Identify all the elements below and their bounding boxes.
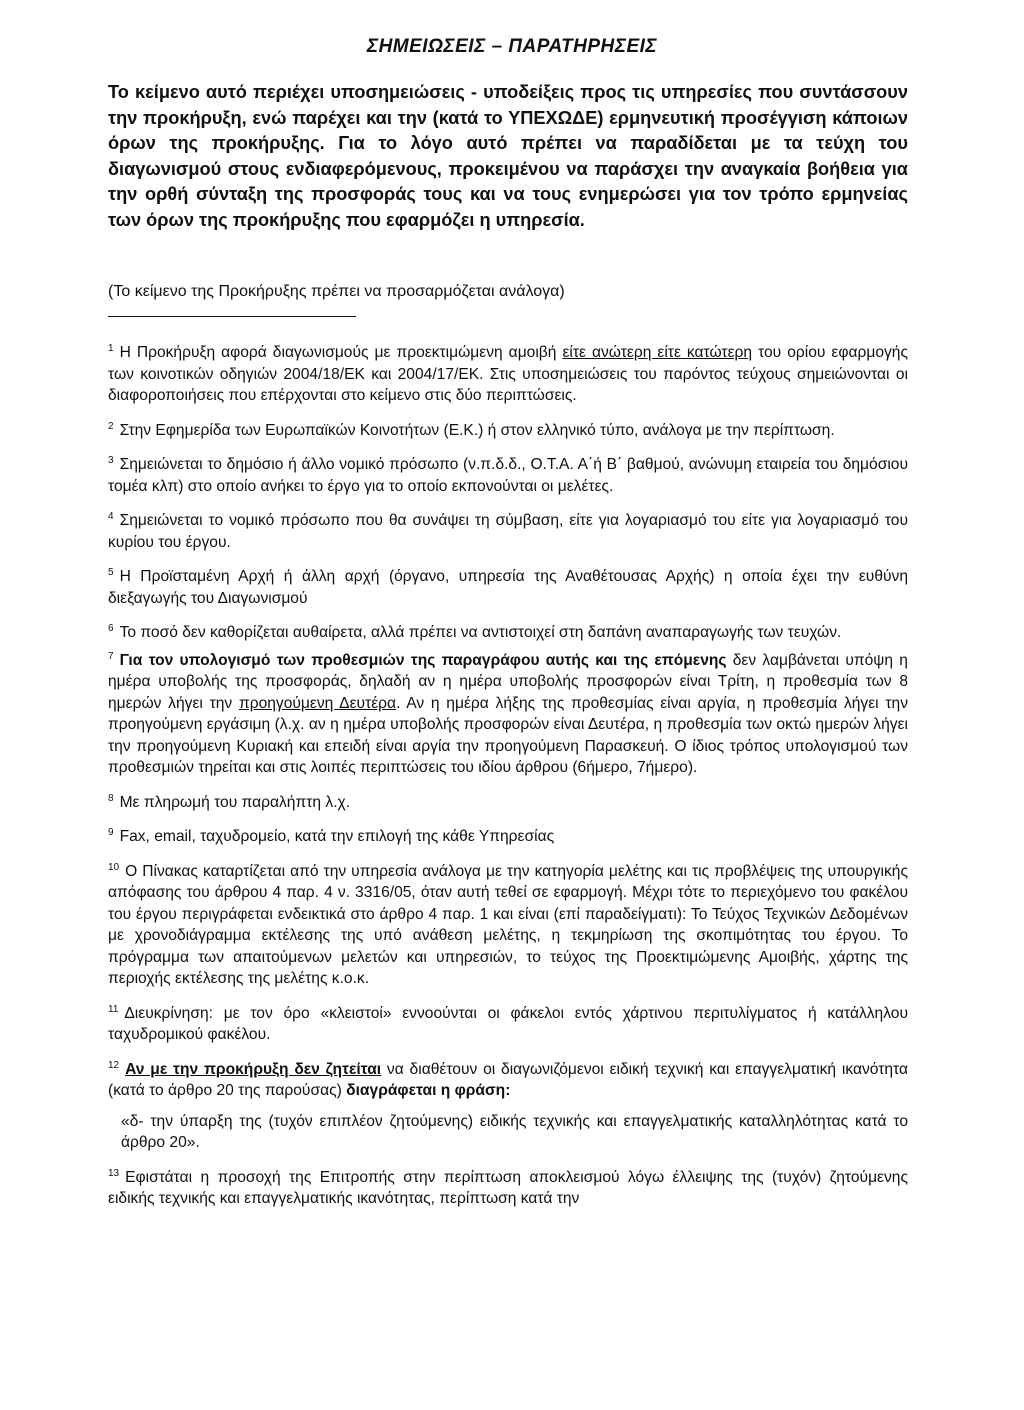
- footnote-number: 7: [108, 650, 114, 662]
- footnote-11: $^{11}$ Διευκρίνηση: με τον όρο «κλειστοί» εννοούνται οι φάκελοι εντός χάρτινου περιτυλίγματος ή κατάλληλου ταχυδρομικού φακέλου.: [108, 1003, 908, 1043]
- footnote-1: $^1$ Η Προκήρυξη αφορά διαγωνισμούς με προεκτιμώμενη αμοιβή είτε ανώτερη είτε κατώτερη του ορίου εφαρμογής των κοινοτικών οδηγιών 2004/18/ΕΚ και 2004/17/ΕΚ. Στις υποσημειώσεις του παρόντος τεύχους σημειώνονται οι διαφοροποιήσεις που επέρχονται στο κείμενο στις δύο περιπτώσεις.: [108, 343, 908, 404]
- page-title: ΣΗΜΕΙΩΣΕΙΣ – ΠΑΡΑΤΗΡΗΣΕΙΣ: [366, 36, 658, 57]
- underlined-phrase: προηγούμενη Δευτέρα: [238, 694, 397, 712]
- footnote-2: $^2$ Στην Εφημερίδα των Ευρωπαϊκών Κοινοτήτων (Ε.Κ.) ή στον ελληνικό τύπο, ανάλογα με την περίπτωση.: [108, 420, 835, 439]
- footnote-9: $^9$ Fax, email, ταχυδρομείο, κατά την επιλογή της κάθε Υπηρεσίας: [108, 827, 555, 845]
- bold-phrase: διαγράφεται η φράση:: [346, 1082, 511, 1099]
- footnote-separator: [108, 316, 356, 317]
- footnote-6: $^6$ Το ποσό δεν καθορίζεται αυθαίρετα, αλλά πρέπει να αντιστοιχεί στη δαπάνη αναπαραγωγής των τευχών.: [108, 623, 842, 641]
- footnote-number: 8: [108, 792, 114, 804]
- footnote-10: $^{10}$ Ο Πίνακας καταρτίζεται από την υπηρεσία ανάλογα με την κατηγορία μελέτης και τις προβλέψεις της υπουργικής απόφασης του άρθρου 4 παρ. 4 ν. 3316/05, όταν αυτή τεθεί σε εφαρμογή. Μέχρι τότε το περιεχόμενο του φακέλου του έργου περιγράφεται ενδεικτικά στο άρθρο 4 παρ. 1 και είναι (επί παραδείγματι): Το Τεύχος Τεχνικών Δεδομένων με χρονοδιάγραμμα εκτέλεσης της υπό ανάθεση μελέτης, η τεκμηρίωση της σκοπιμότητας του έργου. Το πρόγραμμα των απαιτούμενων μελετών και υπηρεσιών, το τεύχος της Προεκτιμώμενης Αμοιβής, χάρτης της περιοχής εκτέλεσης της μελέτης κ.ο.κ.: [108, 861, 908, 987]
- footnote-7: $^7$ Για τον υπολογισμό των προθεσμιών της παραγράφου αυτής και της επόμενης δεν λαμβάνεται υπόψη η ημέρα υποβολής της προσφοράς, δηλαδή αν η ημέρα υποβολής προσφορών είναι Τρίτη, η προθεσμία των 8 ημερών λήγει την προηγούμενη Δευτέρα. Αν η ημέρα λήξης της προθεσμίας είναι αργία, η προθεσμία λήγει την προηγούμενη εργάσιμη (λ.χ. αν η ημέρα υποβολής προσφορών είναι Δευτέρα, η προθεσμία των οκτώ ημερών λήγει την προηγούμενη Κυριακή και επειδή είναι αργία την προηγούμενη Παρασκευή. Ο ίδιος τρόπος υπολογισμού των προθεσμιών τηρείται και στις λοιπές περιπτώσεις του ιδίου άρθρου (6ήμερο, 7ήμερο).: [108, 650, 908, 776]
- intro-paragraph: Το κείμενο αυτό περιέχει υποσημειώσεις - υποδείξεις προς τις υπηρεσίες που συντάσσουν την προκήρυξη, ενώ παρέχει και την (κατά το ΥΠΕΧΩΔΕ) ερμηνευτική προσέγγιση κάποιων όρων της προκήρυξης. Για το λόγο αυτό πρέπει να παραδίδεται με τα τεύχη του διαγωνισμού στους ενδιαφερόμενους, προκειμένου να παράσχει την αναγκαία βοήθεια για την ορθή σύνταξη της προσφοράς τους και να τους ενημερώσει για τον τρόπο ερμηνείας των όρων της προκήρυξης που εφαρμόζει η υπηρεσία.: [108, 82, 908, 230]
- underlined-phrase: είτε ανώτερη είτε κατώτερη: [562, 344, 753, 361]
- footnote-number: 10: [108, 861, 120, 873]
- footnote-number: 11: [108, 1003, 119, 1015]
- bold-phrase: Για τον υπολογισμό των προθεσμιών της παραγράφου αυτής και της επόμενης: [119, 651, 727, 669]
- bold-underlined-phrase: Αν με την προκήρυξη δεν ζητείται: [125, 1060, 382, 1078]
- footnote-8: $^8$ Με πληρωμή του παραλήπτη λ.χ.: [108, 792, 351, 811]
- footnote-number: 1: [108, 343, 114, 354]
- footnote-number: 2: [108, 420, 114, 432]
- footnote-13: $^{13}$ Εφιστάται η προσοχή της Επιτροπής στην περίπτωση αποκλεισμού λόγω έλλειψης της (τυχόν) ζητούμενης ειδικής τεχνικής και επαγγελματικής ικανότητας, περίπτωση κατά την: [108, 1167, 908, 1207]
- footnote-4: $^4$ Σημειώνεται το νομικό πρόσωπο που θα συνάψει τη σύμβαση, είτε για λογαριασμό του είτε για λογαριασμό του κυρίου του έργου.: [108, 511, 908, 551]
- footnote-number: 12: [108, 1059, 120, 1071]
- footnote-number: 13: [108, 1167, 120, 1179]
- footnote-number: 6: [108, 623, 114, 634]
- footnote-5: $^5$ Η Προϊσταμένη Αρχή ή άλλη αρχή (όργανο, υπηρεσία της Αναθέτουσας Αρχής) η οποία έχει την ευθύνη διεξαγωγής του Διαγωνισμού: [108, 567, 908, 607]
- footnote-number: 5: [108, 567, 114, 578]
- footnote-3: $^3$ Σημειώνεται το δημόσιο ή άλλο νομικό πρόσωπο (ν.π.δ.δ., Ο.Τ.Α. Α΄ή Β΄ βαθμού, ανώνυμη εταιρεία του δημόσιου τομέα κλπ) στο οποίο ανήκει το έργο για το οποίο εκπονούνται οι μελέτες.: [108, 455, 908, 495]
- footnote-number: 3: [108, 455, 114, 466]
- adaptation-note: (Το κείμενο της Προκήρυξης πρέπει να προσαρμόζεται ανάλογα): [108, 283, 565, 300]
- footnotes-section: [108, 338, 908, 1219]
- footnote-number: 9: [108, 827, 114, 838]
- footnote-12: $^{12}$ Αν με την προκήρυξη δεν ζητείται να διαθέτουν οι διαγωνιζόμενοι ειδική τεχνική και επαγγελματική ικανότητα (κατά το άρθρο 20 της παρούσας) διαγράφεται η φράση:: [108, 1059, 908, 1099]
- footnote-number: 4: [108, 511, 114, 522]
- quoted-clause: «δ- την ύπαρξη της (τυχόν επιπλέον ζητούμενης) ειδικής τεχνικής και επαγγελματικής καταλληλότητας κατά το άρθρο 20».: [121, 1112, 908, 1151]
